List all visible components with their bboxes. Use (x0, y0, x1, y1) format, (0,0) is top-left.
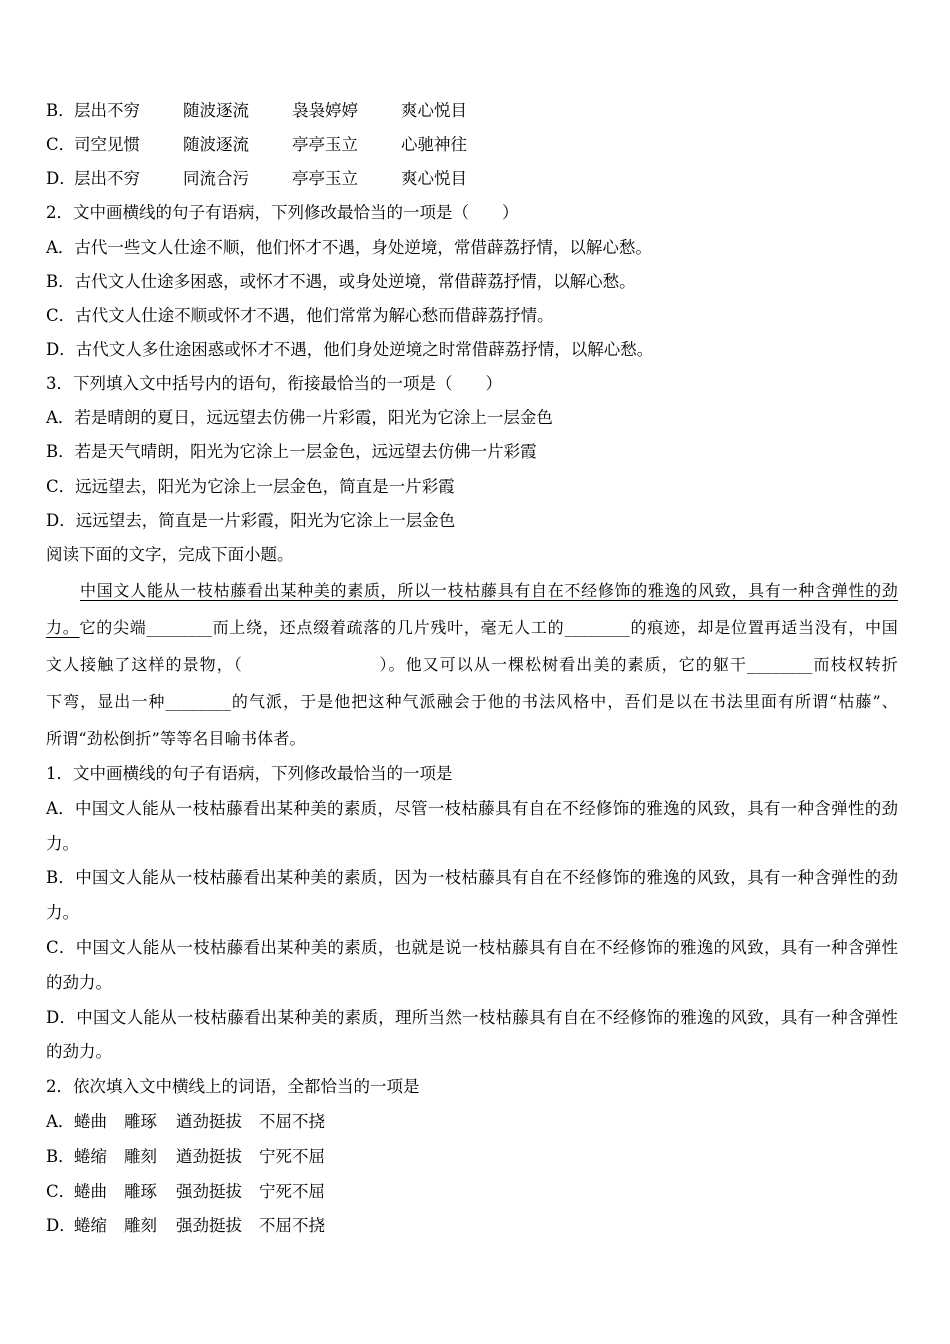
question-3-stem: 3．下列填入文中括号内的语句，衔接最恰当的一项是（ ） (46, 374, 502, 394)
option-word: 心驰神往 (401, 135, 467, 155)
option-word: 蜷缩 (74, 1216, 107, 1236)
option-letter: B． (46, 1146, 75, 1166)
question-2-option-d: D．古代文人多仕途困惑或怀才不遇，他们身处逆境之时常借薜荔抒情，以解心愁。 (46, 339, 654, 359)
option-word: 蜷曲 (74, 1181, 107, 1201)
prev-option-c (46, 128, 898, 162)
option-word: 层出不穷 (74, 169, 140, 189)
reading-intro: 阅读下面的文字，完成下面小题。 (46, 544, 294, 564)
option-letter: B． (46, 101, 75, 120)
reading-passage (46, 572, 898, 757)
option-word: 爽心悦目 (401, 169, 467, 189)
option-word: 随波逐流 (183, 101, 249, 120)
option-word: 司空见惯 (74, 135, 140, 155)
page-content (46, 94, 898, 1244)
sub-question-1-stem: 1．文中画横线的句子有语病，下列修改最恰当的一项是 (46, 763, 453, 783)
option-word: 袅袅婷婷 (292, 101, 358, 120)
option-word: 强劲挺拔 (176, 1216, 242, 1236)
option-word: 亭亭玉立 (292, 169, 358, 189)
option-letter: C． (46, 1181, 76, 1201)
passage-text: 它的尖端________而上绕，还点缀着疏落的几片残叶，毫无人工的________的痕迹，却是位置再适当没有，中国 (79, 617, 898, 637)
option-word: 不屈不挠 (259, 1111, 325, 1131)
sub-question-2-option-c (46, 1175, 898, 1210)
question-3-option-b: B．若是天气晴朗，阳光为它涂上一层金色，远远望去仿佛一片彩霞 (46, 442, 537, 462)
option-line: 的劲力。 (46, 972, 112, 992)
prev-option-b (46, 94, 898, 128)
option-line: 的劲力。 (46, 1042, 112, 1062)
question-2-option-c: C．古代文人仕途不顺或怀才不遇，他们常常为解心愁而借薜荔抒情。 (46, 305, 554, 325)
option-line: A．中国文人能从一枝枯藤看出某种美的素质，尽管一枝枯藤具有自在不经修饰的雅逸的风致，具有一种含弹性的劲 (46, 798, 898, 818)
option-letter: D． (46, 169, 76, 189)
option-word: 爽心悦目 (401, 101, 467, 120)
option-word: 蜷缩 (74, 1146, 107, 1166)
prev-option-d (46, 162, 898, 196)
sub-question-2-option-d (46, 1209, 898, 1244)
question-2-option-a: A．古代一些文人仕途不顺，他们怀才不遇，身处逆境，常借薜荔抒情，以解心愁。 (46, 237, 652, 257)
sub-question-2-option-a (46, 1105, 898, 1140)
option-word: 随波逐流 (183, 135, 249, 155)
sub-question-1-option-c (46, 931, 898, 1001)
option-line: C．中国文人能从一枝枯藤看出某种美的素质，也就是说一枝枯藤具有自在不经修饰的雅逸的风致，具有一种含弹性 (46, 937, 898, 957)
option-line: 力。 (46, 903, 79, 923)
option-word: 蜷曲 (74, 1111, 107, 1131)
option-word: 雕刻 (124, 1146, 157, 1166)
sub-question-1-option-d (46, 1001, 898, 1071)
option-word: 宁死不屈 (259, 1181, 325, 1201)
option-word: 雕琢 (124, 1181, 157, 1201)
option-line: B．中国文人能从一枝枯藤看出某种美的素质，因为一枝枯藤具有自在不经修饰的雅逸的风致，具有一种含弹性的劲 (46, 868, 898, 888)
question-3-option-c: C．远远望去，阳光为它涂上一层金色，简直是一片彩霞 (46, 476, 455, 496)
option-letter: D． (46, 1216, 76, 1236)
option-word: 雕琢 (124, 1111, 157, 1131)
option-word: 宁死不屈 (259, 1146, 325, 1166)
question-3-option-d: D．远远望去，简直是一片彩霞，阳光为它涂上一层金色 (46, 510, 456, 530)
question-2-option-b: B．古代文人仕途多困惑，或怀才不遇，或身处逆境，常借薜荔抒情，以解心愁。 (46, 271, 636, 291)
passage-line-5: 所谓“劲松倒折”等等名目喻书体者。 (46, 728, 306, 748)
option-word: 不屈不挠 (259, 1216, 325, 1236)
passage-line-2 (46, 609, 898, 646)
passage-line-3: 文人接触了这样的景物，（ ）。他又可以从一棵松树看出美的素质，它的躯干________而枝权转折 (46, 654, 898, 674)
underlined-sentence-end: 力。 (46, 617, 80, 637)
underlined-sentence: 中国文人能从一枝枯藤看出某种美的素质，所以一枝枯藤具有自在不经修饰的雅逸的风致，具有一种含弹性的劲 (80, 580, 898, 600)
option-letter: A． (46, 1111, 75, 1131)
option-word: 同流合污 (183, 169, 249, 189)
sub-question-1-option-b (46, 861, 898, 931)
sub-question-2-option-b (46, 1140, 898, 1175)
option-line: D．中国文人能从一枝枯藤看出某种美的素质，理所当然一枝枯藤具有自在不经修饰的雅逸的风致，具有一种含弹性 (46, 1007, 898, 1027)
option-word: 遒劲挺拔 (176, 1111, 242, 1131)
passage-line-4: 下弯，显出一种________的气派，于是他把这种气派融会于他的书法风格中，吾们是以在书法里面有所谓“枯藤”、 (46, 691, 898, 711)
question-3-option-a: A．若是晴朗的夏日，远远望去仿佛一片彩霞，阳光为它涂上一层金色 (46, 408, 553, 428)
option-word: 强劲挺拔 (176, 1181, 242, 1201)
sub-questions (46, 757, 898, 1244)
question-2-stem: 2．文中画横线的句子有语病，下列修改最恰当的一项是（ ） (46, 203, 519, 223)
option-word: 亭亭玉立 (292, 135, 358, 155)
option-word: 雕刻 (124, 1216, 157, 1236)
option-word: 遒劲挺拔 (176, 1146, 242, 1166)
option-letter: C． (46, 135, 76, 155)
passage-line-1 (46, 572, 898, 609)
sub-question-1-option-a (46, 792, 898, 862)
option-line: 力。 (46, 833, 79, 853)
sub-question-2-stem: 2．依次填入文中横线上的词语，全都恰当的一项是 (46, 1077, 420, 1097)
option-word: 层出不穷 (74, 101, 140, 120)
